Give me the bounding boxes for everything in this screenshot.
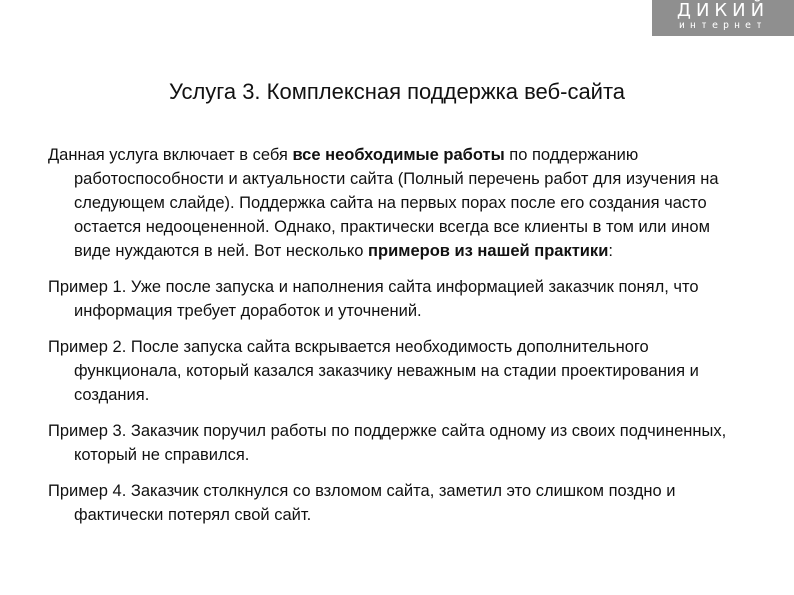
example-paragraph-4: Пример 4. Заказчик столкнулся со взломом сайта, заметил это слишком поздно и фактически потерял свой сайт. xyxy=(48,482,676,524)
example-paragraph-2: Пример 2. После запуска сайта вскрывается необходимость дополнительного функционала, который казался заказчику неважным на стадии проектирования и создания. xyxy=(48,338,699,404)
intro-bold-1: все необходимые работы xyxy=(292,146,505,164)
logo xyxy=(652,0,794,36)
logo-tagline: интернет xyxy=(678,20,768,31)
intro-text-1: Данная услуга включает в себя xyxy=(48,146,293,164)
slide-body xyxy=(48,143,748,539)
intro-paragraph xyxy=(48,143,748,263)
intro-bold-2: примеров из нашей практики xyxy=(368,242,609,260)
slide-title: Услуга 3. Комплексная поддержка веб-сайта xyxy=(168,79,626,104)
example-paragraph-3: Пример 3. Заказчик поручил работы по поддержке сайта одному из своих подчиненных, который не справился. xyxy=(48,422,727,464)
logo-wordmark: ДИКИЙ xyxy=(676,0,770,21)
intro-text-3: : xyxy=(608,242,613,260)
intro-text-2: по поддержанию работоспособности и актуальности сайта (Полный перечень работ для изучения на следующем слайде). Поддержка сайта на первых порах после его создания часто остается недооцененной. Однако, практически всегда все клиенты в том или ином виде нуждаются в ней. Вот несколько xyxy=(74,146,719,260)
example-paragraph-1: Пример 1. Уже после запуска и наполнения сайта информацией заказчик понял, что информация требует доработок и уточнений. xyxy=(48,278,699,320)
